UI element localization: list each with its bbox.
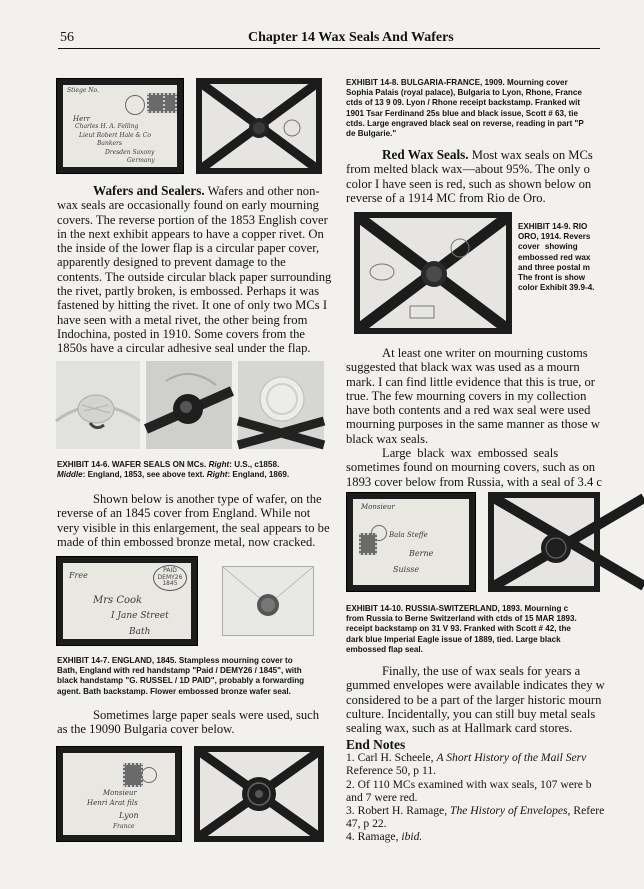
note-text: Refere xyxy=(570,804,605,818)
caption-line: EXHIBIT 14-8. BULGARIA-FRANCE, 1909. Mourning cover xyxy=(346,78,568,87)
handwriting: Free xyxy=(69,571,88,580)
end-note-3 xyxy=(346,804,605,818)
wafer-seal-photo-england-1869 xyxy=(238,361,324,449)
large-seal-drawing xyxy=(200,752,318,836)
end-note-2: 2. Of 110 MCs examined with wax seals, 107 were b xyxy=(346,777,592,791)
russia-cover-back-image xyxy=(488,492,600,592)
text-line: Wafers and other non- xyxy=(204,184,320,198)
handwriting: Bala Steffe xyxy=(389,531,428,539)
paragraph-bronze-wafer xyxy=(57,492,330,549)
caption-line: color Exhibit 39.9-4. xyxy=(518,283,595,293)
text-line: color I have seen is red, such as shown below on xyxy=(346,176,592,191)
handstamp-text: DEMY26 xyxy=(157,573,183,581)
caption-line: Bath, England with red handstamp "Paid / DEMY26 / 1845", with xyxy=(57,666,302,676)
text-line: mourning purposes in the same manner as those w xyxy=(346,417,600,432)
handwriting: Germany xyxy=(127,157,155,164)
postmark xyxy=(125,95,145,115)
handwriting: Mrs Cook xyxy=(93,595,143,606)
caption-exhibit-14-10 xyxy=(346,604,600,655)
text-line: very visible in this enlargement, the seal appears to be xyxy=(57,520,330,535)
text-line: reverse of a 1914 MC from Rio de Oro. xyxy=(346,190,546,205)
bulgaria-cover-back-image xyxy=(194,746,324,842)
caption-line: and three postal m xyxy=(518,262,590,272)
caption-line: Sophia Palais (royal palace), Bulgaria to Lyon, Rhone, France xyxy=(346,88,582,98)
caption-line: EXHIBIT 14-7. ENGLAND, 1845. Stampless mourning cover to xyxy=(57,656,293,665)
note-title: ibid. xyxy=(401,830,423,844)
stampless-cover-front-image xyxy=(56,556,198,646)
text-line: Sometimes large paper seals were used, such xyxy=(93,708,320,722)
caption-emphasis: Right xyxy=(208,460,230,469)
text-line: considered to be a part of the larger historic mourn xyxy=(346,692,602,707)
text-line: contents. The outside circular black paper surrounding xyxy=(57,269,332,284)
postmark xyxy=(371,525,387,541)
note-text: Reference 50, p 11. xyxy=(346,764,437,778)
text-line: Shown below is another type of wafer, on the xyxy=(93,492,322,506)
text-line: as the 19090 Bulgaria cover below. xyxy=(57,722,235,737)
text-line: have seen with a metal rivet, the other being from xyxy=(57,312,308,327)
handwriting: Bath xyxy=(129,627,151,637)
text-line: reverse of an 1845 cover from England. While not xyxy=(57,506,311,521)
text-line: culture. Incidentally, you can still buy metal seals xyxy=(346,706,596,721)
text-line: Indochina, posted in 1910. Some covers from the xyxy=(57,326,305,341)
text-line: Finally, the use of wax seals for years a xyxy=(382,664,581,678)
caption-text: : U.S., c1858. xyxy=(229,460,280,469)
note-text: 3. Robert H. Ramage, xyxy=(346,804,450,818)
caption-exhibit-14-8 xyxy=(346,78,600,139)
caption-line: from Russia to Berne Switzerland with ctds of 15 MAR 1893. xyxy=(346,614,577,624)
note-text: and 7 were red. xyxy=(346,790,418,804)
text-line: the rivet, partly broken, is embossed. Perhaps it was xyxy=(57,284,319,299)
caption-line: EXHIBIT 14-9. RIO xyxy=(518,222,588,231)
handwriting: Stiege No. xyxy=(67,87,99,94)
caption-line: The front is show xyxy=(518,273,585,283)
caption-line: 1901 Tsar Ferdinand 25s blue and black issue, Scott # 63, tie xyxy=(346,108,578,118)
caption-lead: EXHIBIT 14-6. WAFER SEALS ON MCs. xyxy=(57,460,207,469)
text-line: the inside of the lower flap is a circular paper cover, xyxy=(57,241,320,256)
text-line: black wax seals. xyxy=(346,431,429,446)
bronze-wafer-drawing xyxy=(223,567,313,635)
handwriting: Lyon xyxy=(119,811,139,820)
postage-stamp xyxy=(123,763,143,787)
wafer-seal-photo-us xyxy=(56,361,140,449)
russia-cover-front-image xyxy=(346,492,476,592)
handwriting: Lieut Robert Hale & Co xyxy=(79,132,151,139)
caption-line: dark blue Imperial Eagle issue of 1889, tied. Large black xyxy=(346,634,561,644)
bulgaria-cover-front-image xyxy=(56,746,182,842)
note-title: A Short History of the Mail Serv xyxy=(436,751,587,765)
running-header xyxy=(58,26,600,49)
paragraph-finally xyxy=(346,664,605,736)
embossed-wafer-drawing xyxy=(238,361,324,449)
caption-line: ctds of 13 9 09. Lyon / Rhone receipt backstamp. Franked wit xyxy=(346,98,581,108)
caption-line: de Bulgarie." xyxy=(346,129,397,139)
text-line: have both contents and a red wax seal were used xyxy=(346,403,591,418)
note-text: 47, p 22. xyxy=(346,817,387,831)
caption-line: ORO, 1914. Revers xyxy=(518,232,591,242)
handwriting: I Jane Street xyxy=(111,611,169,621)
handwriting: France xyxy=(113,823,135,830)
text-line: covers. The reverse portion of the 1853 English cover xyxy=(57,212,328,227)
caption-exhibit-14-6 xyxy=(57,460,329,480)
caption-exhibit-14-9 xyxy=(518,222,600,293)
chapter-title: Chapter 14 Wax Seals And Wafers xyxy=(248,30,454,45)
caption-line: embossed red wax xyxy=(518,252,591,262)
text-line: 1850s have a circular adhesive seal under the flap. xyxy=(57,341,311,356)
section-heading: Red Wax Seals. xyxy=(382,147,469,162)
paragraph-black-wax-mourning xyxy=(346,346,603,489)
caption-line: EXHIBIT 14-10. RUSSIA-SWITZERLAND, 1893. Mourning c xyxy=(346,604,569,613)
caption-line: cover showing xyxy=(518,242,578,252)
text-line: in the next exhibit appears to have a copper rivet. On xyxy=(57,226,324,241)
red-wax-seal-drawing xyxy=(360,218,506,328)
caption-line: embossed flap seal. xyxy=(346,644,423,654)
page-number: 56 xyxy=(60,30,74,45)
paragraph-wafers-and-sealers xyxy=(57,183,332,356)
handwriting: Dresden Saxony xyxy=(105,149,155,156)
text-line: sometimes found on mourning covers, such as on xyxy=(346,460,596,475)
text-line: At least one writer on mourning customs xyxy=(382,346,588,360)
rivet-seal-drawing xyxy=(146,361,232,449)
section-heading: Wafers and Sealers. xyxy=(93,183,205,198)
text-line: sealing wax, such as at Hallmark card stores. xyxy=(346,721,573,736)
postmark xyxy=(141,767,157,783)
handwriting: Suisse xyxy=(393,565,420,574)
note-text: 1. Carl H. Scheele, xyxy=(346,751,437,765)
end-note-1 xyxy=(346,751,600,764)
caption-exhibit-14-7 xyxy=(57,656,333,697)
paid-handstamp xyxy=(153,565,187,591)
note-title: The History of Envelopes, xyxy=(450,804,571,818)
wafer-seal-drawing xyxy=(56,361,140,449)
handwriting: Charles H. A. Felling xyxy=(75,123,139,130)
handwriting: Bankers xyxy=(97,140,122,147)
end-notes-title: End Notes xyxy=(346,737,406,752)
handstamp-text: 1845 xyxy=(162,580,178,587)
text-line: wax seals are occasionally found on early mourning xyxy=(57,198,319,213)
caption-line: receipt backstamp on 31 V 93. Franked with Scott # 42, the xyxy=(346,624,571,634)
caption-line: black handstamp "G. RUSSEL / 1D PAID", probably a forwarding xyxy=(57,676,305,686)
paragraph-red-wax-seals xyxy=(346,148,600,205)
envelope-back-image xyxy=(196,78,322,174)
end-notes xyxy=(346,737,605,844)
text-line: gummed envelopes were available indicates they w xyxy=(346,678,605,693)
text-line: 1893 cover below from Russia, with a seal of 3.4 c xyxy=(346,474,603,489)
caption-text: : England, 1853, see above text. xyxy=(82,470,205,480)
text-line: from melted black wax—about 95%. The only o xyxy=(346,162,590,177)
handwriting: Henri Arat fils xyxy=(87,799,138,807)
bronze-wafer-back-image xyxy=(222,566,314,636)
caption-line: ctds. Large engraved black seal on reverse, reading in part "P xyxy=(346,118,584,128)
text-line: Large black wax embossed seals xyxy=(382,446,559,461)
text-line: true. The few mourning covers in my collection xyxy=(346,388,587,403)
caption-emphasis: Middle xyxy=(57,470,83,480)
handstamp-text: PAID xyxy=(163,567,177,574)
caption-text: : England, 1869. xyxy=(227,470,290,480)
note-text: 4. Ramage, xyxy=(346,830,402,844)
caption-line: agent. Bath backstamp. Flower embossed bronze wafer seal. xyxy=(57,686,291,696)
postage-stamp xyxy=(163,93,177,113)
text-line: Most wax seals on MCs xyxy=(468,148,593,162)
envelope-front-image xyxy=(56,78,184,174)
handwriting: Herr xyxy=(73,115,90,123)
wafer-seal-photo-england-1853 xyxy=(146,361,232,449)
text-line: made of thin embossed bronze metal, now cracked. xyxy=(57,534,316,549)
handwriting: Monsieur xyxy=(361,503,395,511)
text-line: mark. I can find little evidence that this is true, or xyxy=(346,374,595,389)
handwriting: Monsieur xyxy=(103,789,137,797)
black-embossed-seal-drawing xyxy=(494,498,644,586)
text-line: fastened by hitting the rivet. It one of only two MCs I xyxy=(57,298,328,313)
text-line: suggested that black wax was used as a mourn xyxy=(346,360,580,375)
end-note-4 xyxy=(346,830,600,843)
paragraph-large-paper-seals xyxy=(57,708,327,737)
envelope-back-drawing xyxy=(202,84,316,168)
text-line: apparently designed to prevent damage to the xyxy=(57,255,286,270)
rio-de-oro-cover-back-image xyxy=(354,212,512,334)
handwriting: Berne xyxy=(409,549,434,558)
caption-emphasis: Right xyxy=(206,470,228,480)
